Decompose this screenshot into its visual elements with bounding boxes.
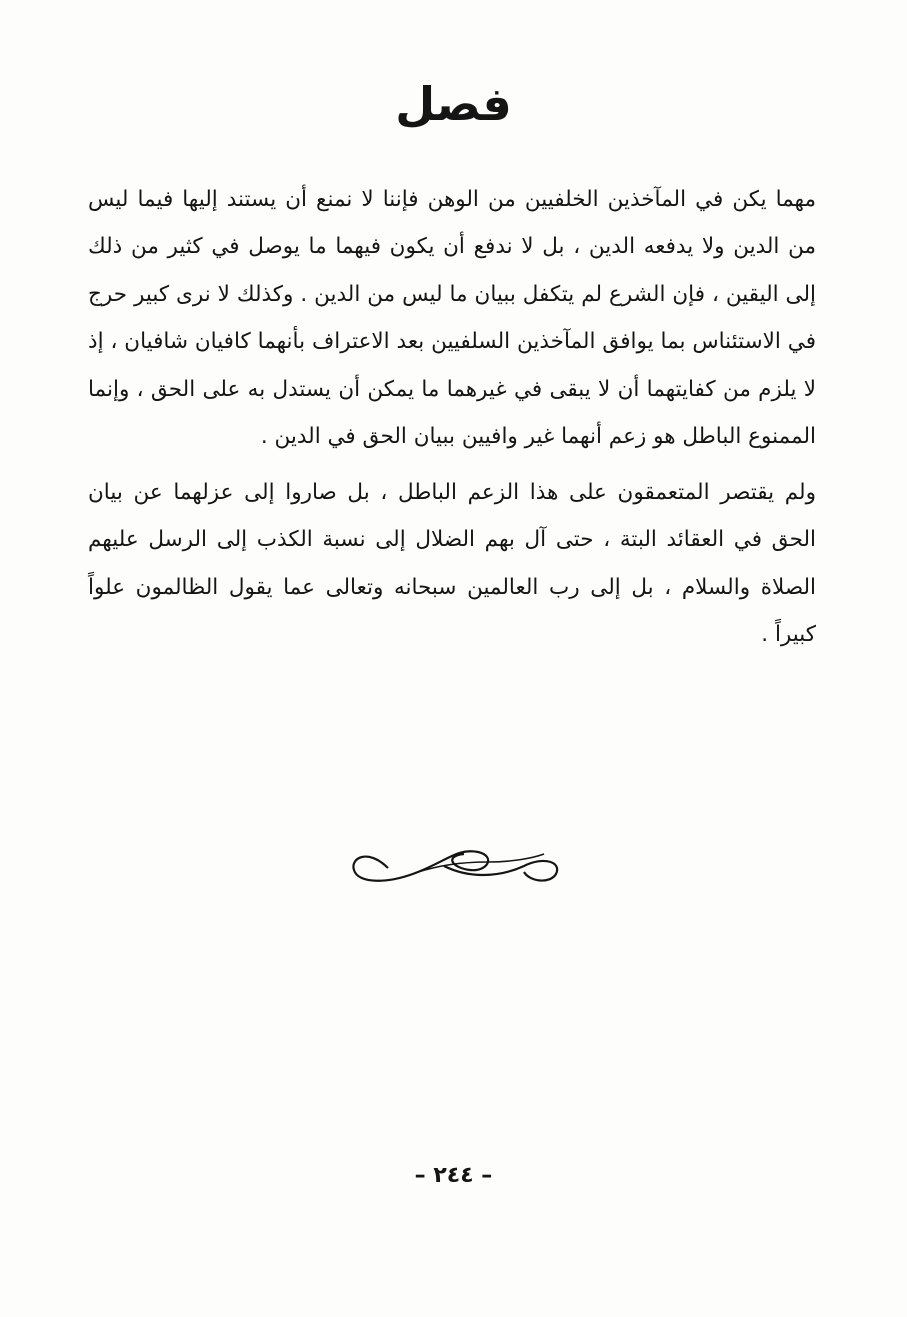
- section-title: فصل: [395, 77, 512, 131]
- flourish-ornament-icon: [348, 838, 564, 890]
- paragraph-2: ولم يقتصر المتعمقون على هذا الزعم الباطل ، بل صاروا إلى عزلهما عن بيان الحق في العقائد البتة ، حتى آل بهم الضلال إلى نسبة الكذب إلى الرسل عليهم الصلاة والسلام ، بل إلى رب العالمين سبحانه وتعالى عما يقول الظالمون علواً كبيراً .: [88, 479, 816, 647]
- page-number: – ٢٤٤ –: [414, 1163, 493, 1188]
- paragraph-1: مهما يكن في المآخذين الخلفيين من الوهن فإننا لا نمنع أن يستند إليها فيما ليس من الدين ولا يدفعه الدين ، بل لا ندفع أن يكون فيهما ما يوصل في كثير من ذلك إلى اليقين ، فإن الشرع لم يتكفل ببيان ما ليس من الدين . وكذلك لا نرى كبير حرج في الاستئناس بما يوافق المآخذين السلفيين بعد الاعتراف بأنهما كافيان شافيان ، إذ لا يلزم من كفايتهما أن لا يبقى في غيرهما ما يمكن أن يستدل به على الحق ، وإنما الممنوع الباطل هو زعم أنهما غير وافيين ببيان الحق في الدين .: [88, 186, 816, 449]
